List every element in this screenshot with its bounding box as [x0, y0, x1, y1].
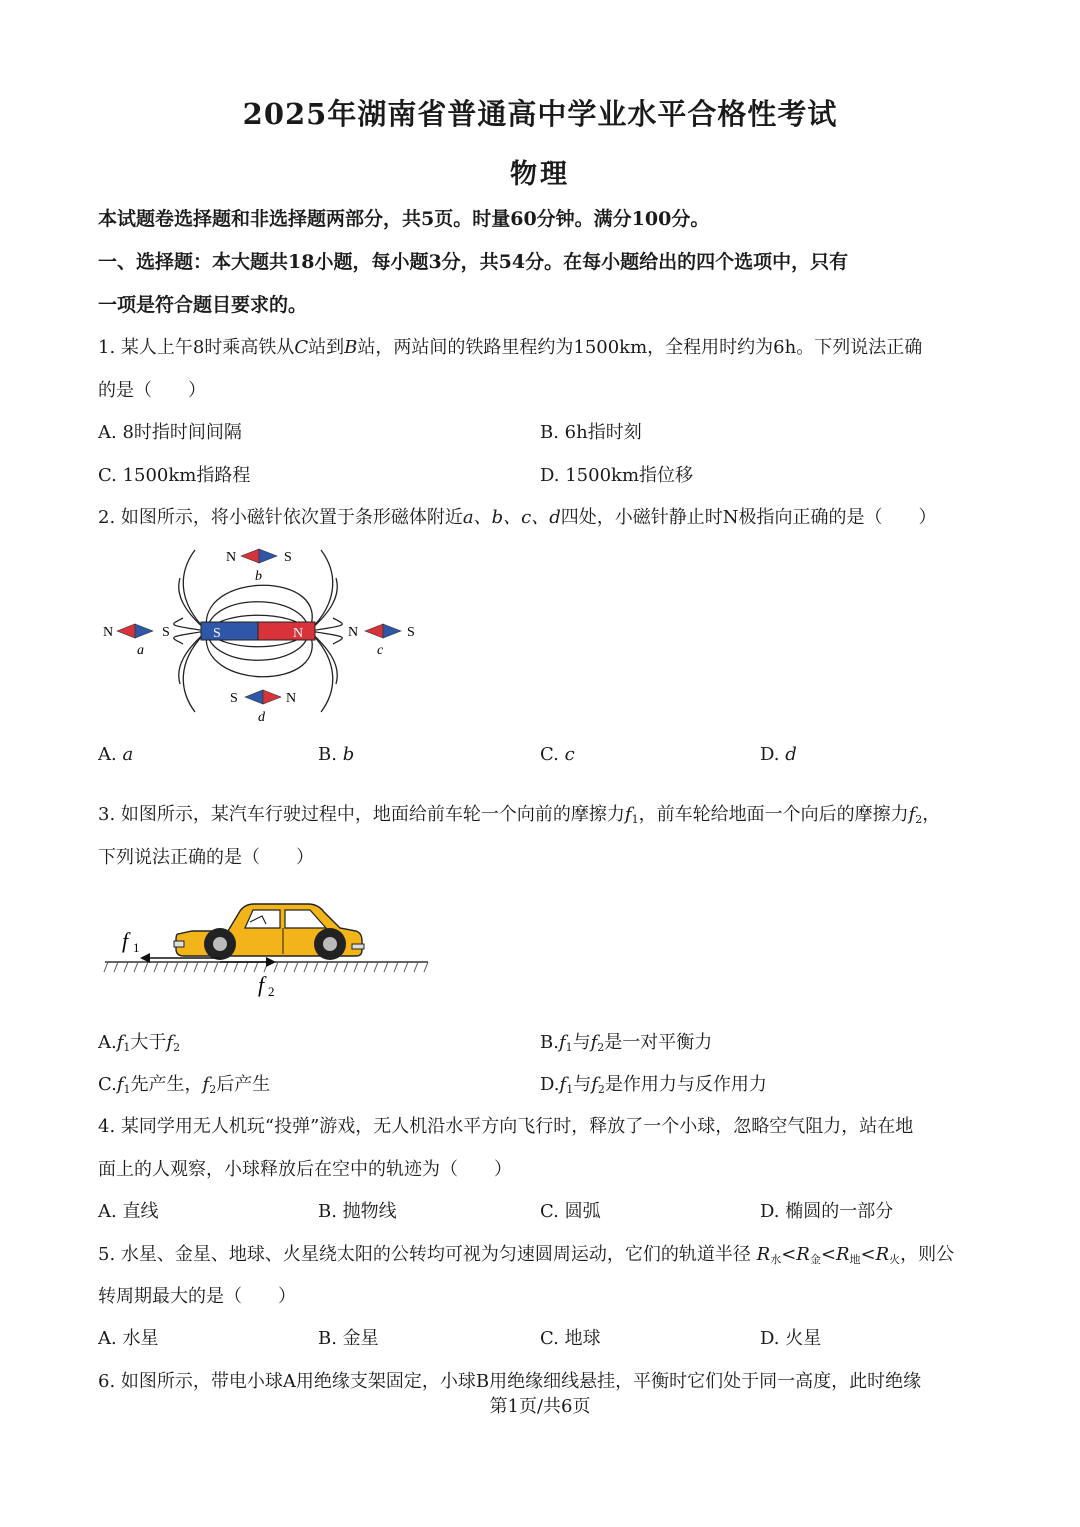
q1-option-a[interactable]: A. 8时指时间间隔	[98, 422, 242, 443]
compass-needle-c	[348, 624, 415, 658]
section1-heading-line1: 一、选择题：本大题共18小题，每小题3分，共54分。在每小题给出的四个选项中，只有	[98, 251, 849, 273]
exam-title: 2025年湖南省普通高中学业水平合格性考试	[242, 97, 838, 131]
car-icon	[174, 904, 364, 960]
svg-text:N: N	[226, 550, 237, 565]
magnet-n-label: N	[293, 626, 304, 641]
compass-needle-d	[230, 690, 296, 725]
q4-stem-line1: 4. 某同学用无人机玩“投弹”游戏，无人机沿水平方向飞行时，释放了一个小球，忽略空气阻力，站在地	[98, 1116, 914, 1137]
q4-option-a[interactable]: A. 直线	[98, 1201, 159, 1222]
page-footer: 第1页/共6页	[489, 1396, 591, 1417]
compass-needle-b	[226, 549, 292, 584]
q2-option-a[interactable]: A. a	[98, 744, 134, 765]
q5-option-b[interactable]: B. 金星	[318, 1328, 379, 1349]
q5-stem-line1: 5. 水星、金星、地球、火星绕太阳的公转均可视为匀速圆周运动，它们的轨道半径 $R_水<R_金<R_地<R_火$，则公	[98, 1244, 955, 1266]
q5-stem-line2: 转周期最大的是（ ）	[98, 1286, 296, 1307]
magnet-n-half	[258, 622, 315, 640]
q4-option-d[interactable]: D. 椭圆的一部分	[760, 1201, 894, 1222]
q4-stem-line2: 面上的人观察，小球释放后在空中的轨迹为（ ）	[98, 1159, 512, 1180]
bar-magnet-figure	[95, 540, 435, 730]
q5-option-d[interactable]: D. 火星	[760, 1328, 822, 1349]
q4-option-c[interactable]: C. 圆弧	[540, 1201, 601, 1222]
q2-stem: 2. 如图所示，将小磁针依次置于条形磁体附近a、b、c、d四处，小磁针静止时N极指向正确的是（ ）	[98, 507, 937, 528]
magnet-s-label: S	[213, 626, 221, 641]
exam-subject: 物理	[510, 159, 570, 190]
magnet-s-half	[201, 622, 258, 640]
svg-text:d: d	[258, 710, 265, 725]
q2-option-c[interactable]: C. c	[540, 744, 575, 765]
q1-option-b[interactable]: B. 6h指时刻	[540, 422, 642, 443]
exam-intro: 本试题卷选择题和非选择题两部分，共5页。时量60分钟。满分100分。	[98, 208, 710, 230]
q1-stem-line1: 1. 某人上午8时乘高铁从C站到B站，两站间的铁路里程约为1500km，全程用时约为6h。下列说法正确	[98, 337, 923, 358]
svg-text:f: f	[258, 972, 265, 997]
svg-text:S: S	[407, 625, 415, 640]
svg-text:c: c	[377, 643, 384, 658]
q1-option-d[interactable]: D. 1500km指位移	[540, 465, 694, 486]
q3-option-d[interactable]: $D.f_1$与$f_2$是作用力与反作用力	[540, 1074, 767, 1096]
q3-option-b[interactable]: $B.f_1$与$f_2$是一对平衡力	[540, 1032, 713, 1054]
svg-text:N: N	[286, 691, 297, 706]
q3-stem-line1: 3. 如图所示，某汽车行驶过程中，地面给前车轮一个向前的摩擦力$f_1$，前车轮给地面一个向后的摩擦力$f_2$，	[98, 804, 941, 826]
q1-stem-line2: 的是（ ）	[98, 380, 206, 401]
q5-option-c[interactable]: C. 地球	[540, 1328, 601, 1349]
section1-heading-line2: 一项是符合题目要求的。	[98, 294, 308, 316]
q1-option-c[interactable]: C. 1500km指路程	[98, 465, 251, 486]
svg-text:N: N	[103, 625, 114, 640]
svg-text:S: S	[284, 550, 292, 565]
svg-text:f: f	[122, 928, 129, 953]
svg-text:a: a	[137, 643, 144, 658]
car-friction-figure	[100, 886, 435, 1004]
q3-option-c[interactable]: $C.f_1$先产生，$f_2$后产生	[98, 1074, 271, 1096]
svg-text:N: N	[348, 625, 359, 640]
q3-option-a[interactable]: $A.f_1$大于$f_2$	[98, 1032, 181, 1054]
svg-text:b: b	[255, 569, 262, 584]
q2-option-b[interactable]: B. b	[318, 744, 355, 765]
compass-needle-a	[103, 624, 170, 658]
q3-stem-line2: 下列说法正确的是（ ）	[98, 847, 314, 868]
q2-option-d[interactable]: D. d	[760, 744, 797, 765]
q4-option-b[interactable]: B. 抛物线	[318, 1201, 397, 1222]
q6-stem-line1: 6. 如图所示，带电小球A用绝缘支架固定，小球B用绝缘细线悬挂，平衡时它们处于同一高度，此时绝缘	[98, 1371, 922, 1392]
svg-text:2: 2	[268, 984, 275, 999]
svg-text:1: 1	[133, 940, 140, 955]
q5-option-a[interactable]: A. 水星	[98, 1328, 159, 1349]
svg-text:S: S	[230, 691, 238, 706]
svg-text:S: S	[162, 625, 170, 640]
